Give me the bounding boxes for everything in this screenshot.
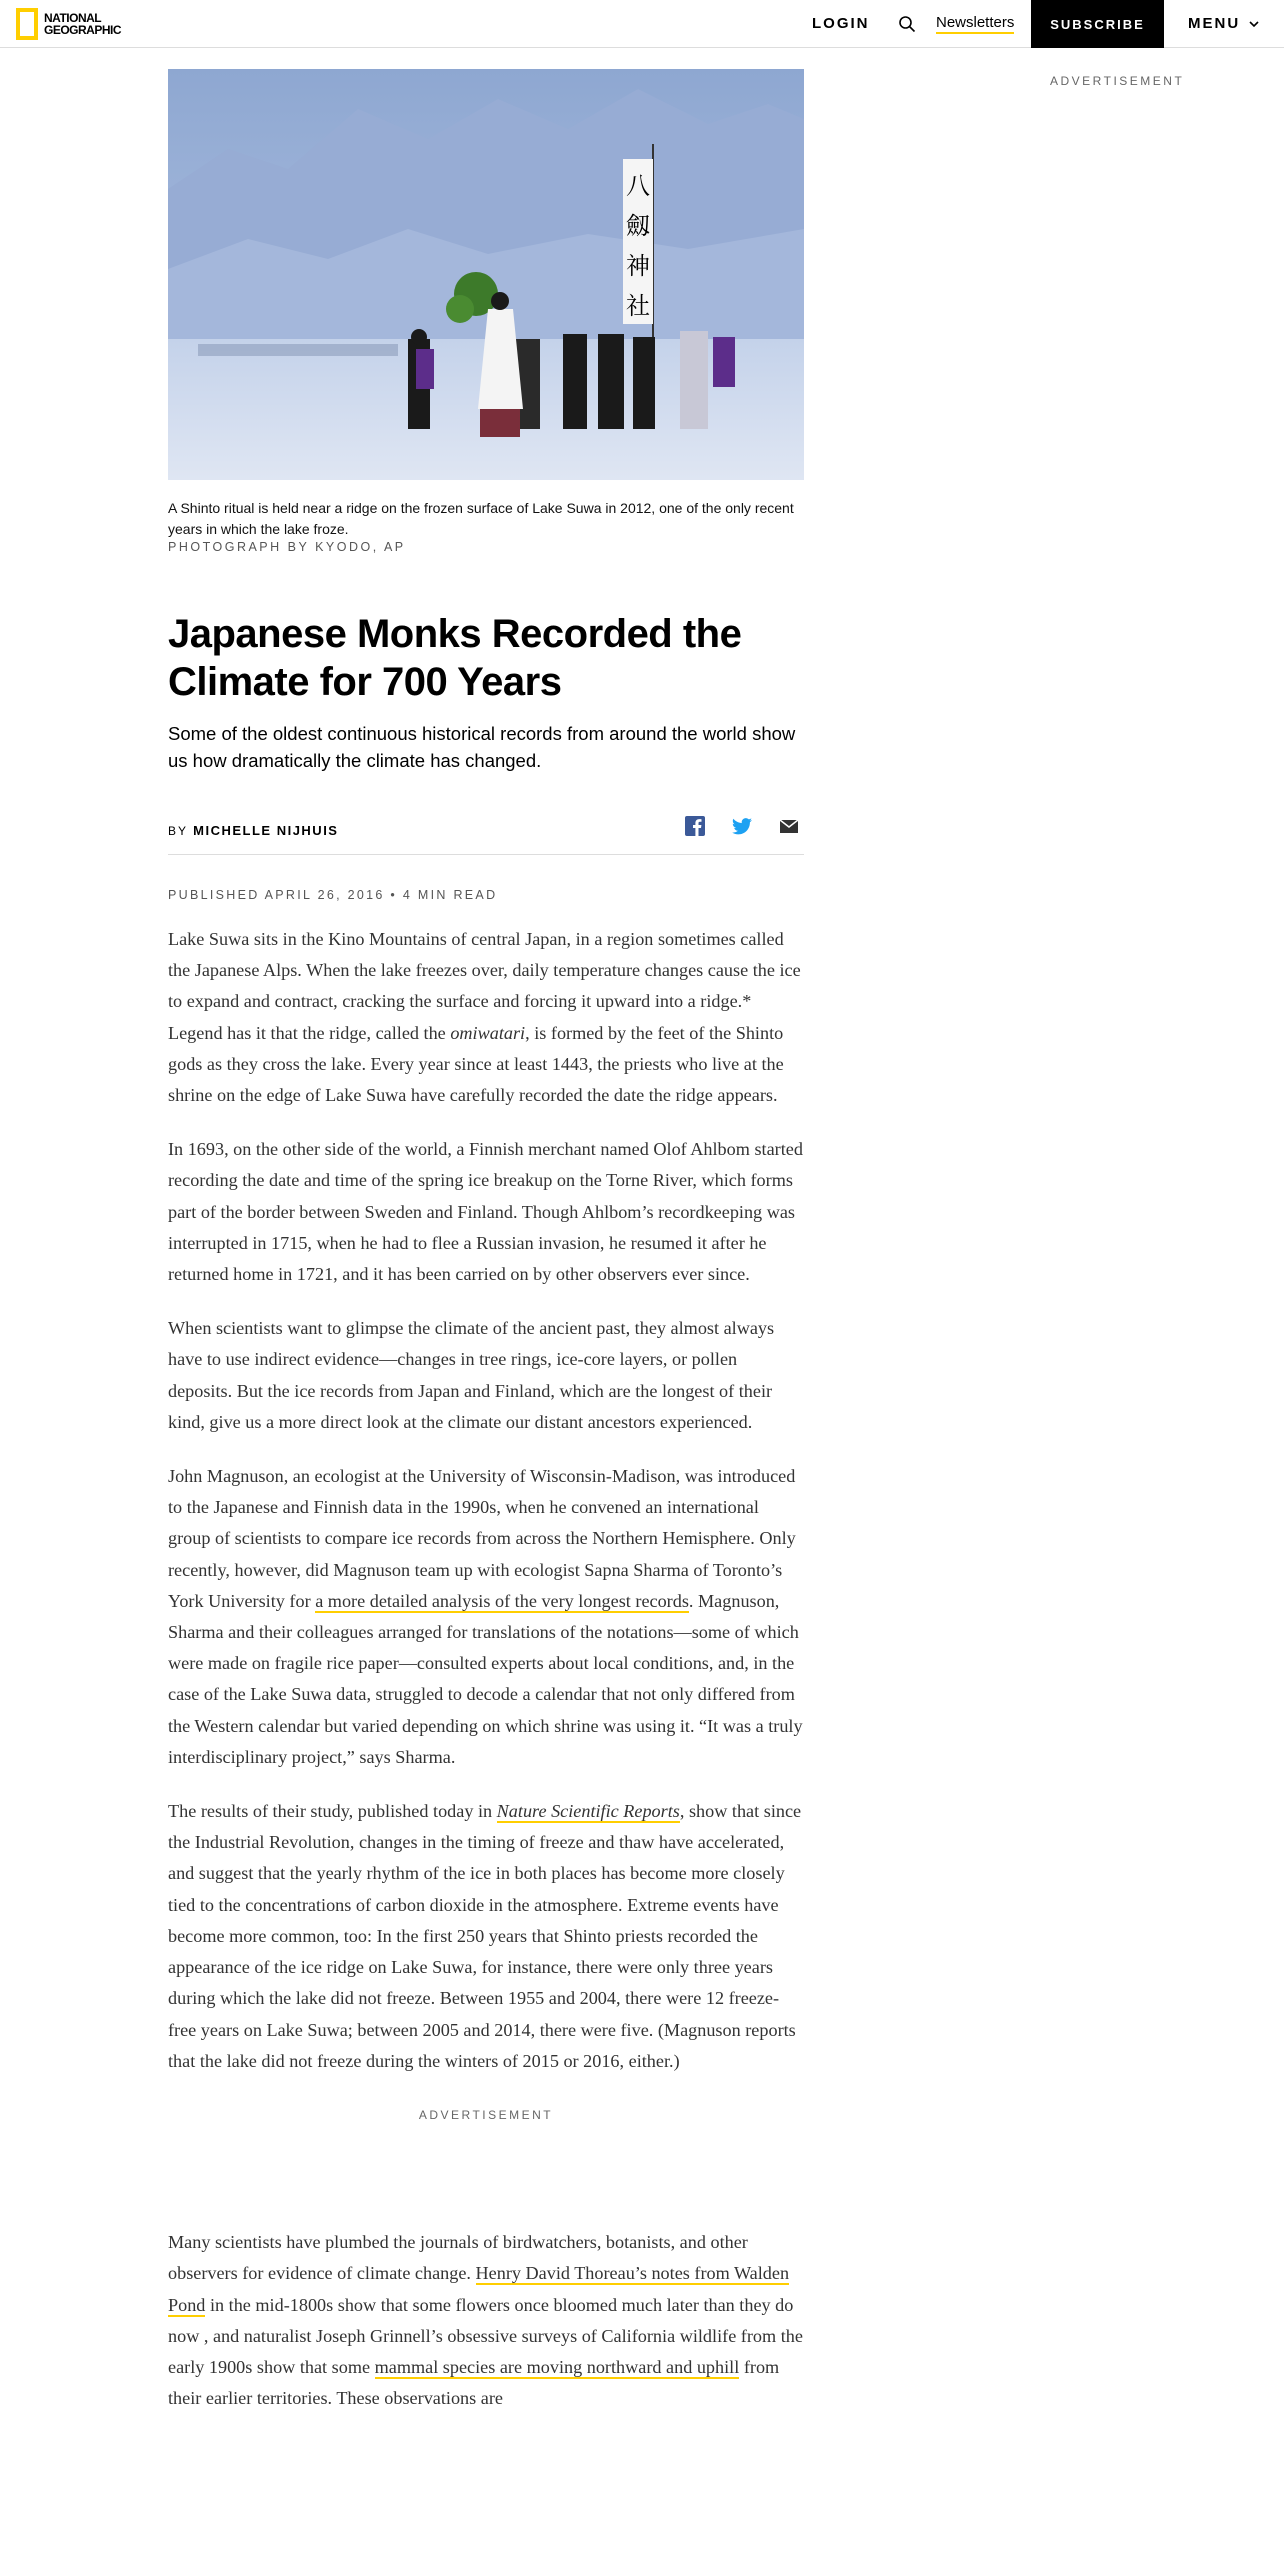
paragraph-6-part-a: Many scientists have plumbed the journals of birdwatchers, botanists, and other observers for evidence of climate change.	[168, 2232, 748, 2284]
natgeo-logo[interactable]	[16, 8, 121, 40]
paragraph-4-part-b: . Magnuson, Sharma and their colleagues arranged for translations of the notations—some of which were made on fragile rice paper—consulted experts about local conditions, and, in the case of the Lake Suwa data, struggled to decode a calendar that not only differed from the Western calendar but varied depending on which shrine was using it. “It was a truly interdisciplinary project,” says Sharma.	[168, 1590, 803, 1767]
article-title: Japanese Monks Recorded the Climate for 700 Years	[168, 612, 742, 704]
logo-line-1: NATIONAL	[44, 11, 102, 25]
thoreau-notes-link[interactable]: Henry David Thoreau’s notes from Walden Pond	[168, 2263, 790, 2315]
email-icon[interactable]	[778, 815, 800, 837]
byline-divider	[168, 854, 804, 855]
banner-char-4: 社	[626, 292, 650, 320]
paragraph-6	[168, 2227, 804, 2414]
sidebar-advertisement-label: ADVERTISEMENT	[1050, 74, 1185, 88]
paragraph-1-part-b: , is formed by the feet of the Shinto gods as they cross the lake. Every year since at least 1443, the priests who live at the shrine on the edge of Lake Suwa have carefully recorded the date the ridge appears.	[168, 1022, 784, 1106]
byline-prefix: BY	[168, 824, 188, 838]
hero-caption: A Shinto ritual is held near a ridge on the frozen surface of Lake Suwa in 2012, one of the only recent years in which the lake froze.	[168, 500, 794, 537]
banner-char-1: 八	[626, 172, 650, 200]
chevron-down-icon	[1248, 18, 1260, 30]
hero-photo	[168, 69, 804, 480]
article-dek: Some of the oldest continuous historical records from around the world show us how dramatically the climate has changed.	[168, 723, 796, 771]
article-body	[168, 924, 804, 2437]
detailed-analysis-link[interactable]: a more detailed analysis of the very longest records	[315, 1590, 689, 1611]
paragraph-2: In 1693, on the other side of the world, a Finnish merchant named Olof Ahlbom started recording the date and time of the spring ice breakup on the Torne River, which forms part of the border between Sweden and Finland. Though Ahlbom’s recordkeeping was interrupted in 1715, when he had to flee a Russian invasion, he resumed it after he returned home in 1721, and it has been carried on by other observers ever since.	[168, 1139, 803, 1285]
published-date: PUBLISHED APRIL 26, 2016 • 4 MIN READ	[168, 888, 498, 902]
twitter-icon[interactable]	[731, 815, 753, 837]
author-link[interactable]: MICHELLE NIJHUIS	[193, 823, 339, 838]
banner-char-2: 劔	[626, 212, 650, 240]
yellow-border-icon	[16, 8, 38, 40]
mammal-species-link[interactable]: mammal species are moving northward and uphill	[374, 2356, 740, 2377]
login-link[interactable]: LOGIN	[812, 15, 870, 32]
paragraph-5-part-a: The results of their study, published today in	[168, 1801, 497, 1822]
paragraph-1	[168, 924, 804, 1111]
photo-credit: PHOTOGRAPH BY KYODO, AP	[168, 540, 406, 554]
newsletters-link[interactable]: Newsletters	[936, 14, 1014, 34]
menu-button[interactable]	[1188, 15, 1260, 32]
nature-scientific-reports-link[interactable]	[497, 1801, 680, 1823]
paragraph-4-part-a: John Magnuson, an ecologist at the University of Wisconsin-Madison, was introduced to the Japanese and Finnish data in the 1990s, when he convened an international group of scientists to compare ice records from across the Northern Hemisphere. Only recently, however, did Magnuson team up with ecologist Sapna Sharma of Toronto’s York University for	[168, 1466, 796, 1611]
banner-char-3: 神	[626, 252, 650, 280]
search-icon[interactable]	[898, 15, 916, 33]
facebook-icon[interactable]	[684, 815, 706, 837]
paragraph-5-part-b: , show that since the Industrial Revolution, changes in the timing of freeze and thaw have accelerated, and suggest that the yearly rhythm of the ice in both places has become more closely tied to the concentrations of carbon dioxide in the atmosphere. Extreme events have become more common, too: In the first 250 years that Shinto priests recorded the appearance of the ice ridge on Lake Suwa, for instance, there were only three years during which the lake did not freeze. Between 1955 and 2004, there were 12 freeze-free years on Lake Suwa; between 2005 and 2014, there were five. (Magnuson reports that the lake did not freeze during the winters of 2015 or 2016, either.)	[168, 1801, 802, 2071]
byline	[168, 823, 338, 838]
paragraph-6-part-b: in the mid-1800s show that some flowers once bloomed much later than they do now , and naturalist Joseph Grinnell’s obsessive surveys of California wildlife from the early 1900s show that some	[168, 2294, 803, 2377]
paragraph-3: When scientists want to glimpse the climate of the ancient past, they almost always have to use indirect evidence—changes in tree rings, ice-core layers, or pollen deposits. But the ice records from Japan and Finland, which are the longest of their kind, give us a more direct look at the climate our distant ancestors experienced.	[168, 1318, 775, 1432]
subscribe-button[interactable]: SUBSCRIBE	[1031, 0, 1164, 48]
inline-advertisement-label: ADVERTISEMENT	[418, 2107, 554, 2122]
paragraph-1-part-a: Lake Suwa sits in the Kino Mountains of central Japan, in a region sometimes called the Japanese Alps. When the lake freezes over, daily temperature changes cause the ice to expand and contract, cracking the surface and forcing it upward into a ridge.* Legend has it that the ridge, called the	[168, 929, 801, 1043]
menu-label: MENU	[1188, 15, 1241, 32]
logo-line-2: GEOGRAPHIC	[44, 23, 122, 37]
logo-wordmark	[44, 12, 121, 36]
nature-scientific-reports-title: Nature Scientific Reports	[496, 1801, 680, 1822]
omiwatari-term: omiwatari	[450, 1022, 526, 1043]
top-nav-bar	[0, 0, 1284, 48]
paragraph-5	[168, 1796, 804, 2077]
paragraph-4	[168, 1461, 804, 1773]
paragraph-6-part-c: from their earlier territories. These observations are	[168, 2356, 780, 2409]
shinto-ritual-photo	[168, 69, 804, 480]
